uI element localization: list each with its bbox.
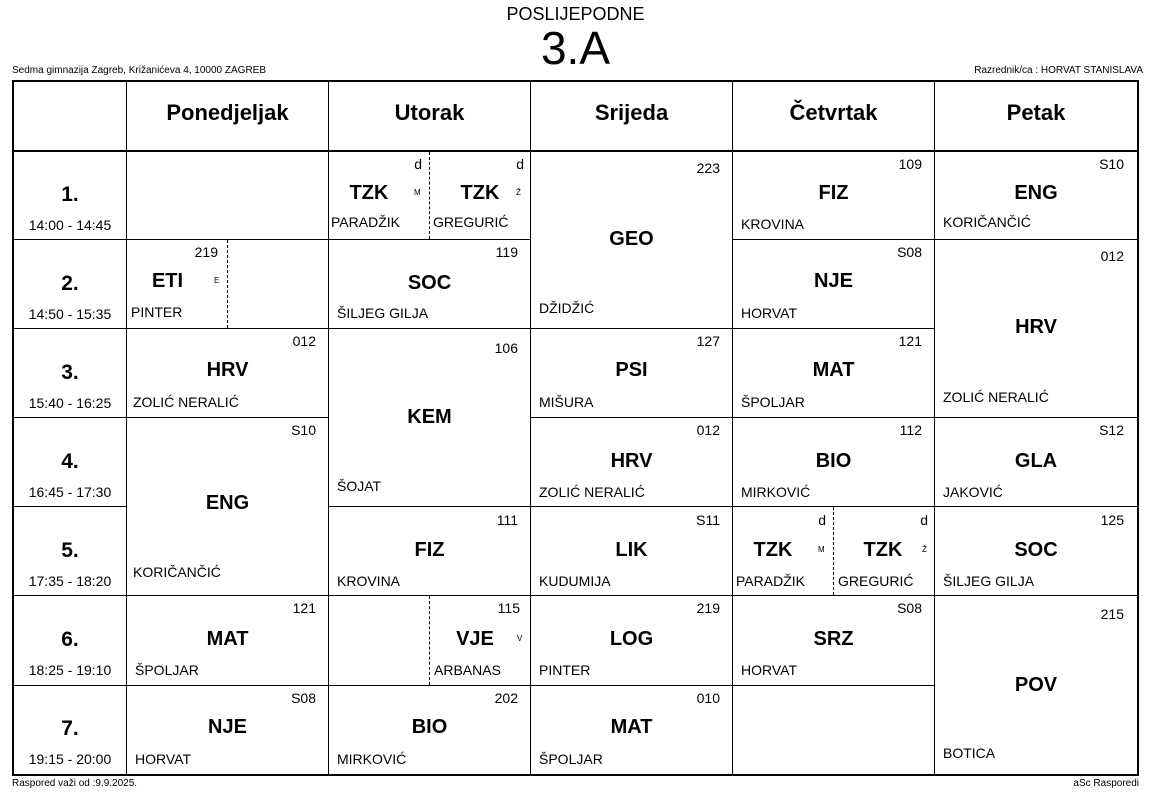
room-label: S08	[897, 600, 922, 616]
period-time: 16:45 - 17:30	[28, 484, 112, 500]
subject-label: NJE	[814, 270, 853, 292]
room-label: 012	[696, 422, 720, 438]
room-label: S10	[291, 422, 316, 438]
homeroom-teacher: Razrednik/ca : HORVAT STANISLAVA	[974, 65, 1143, 76]
teacher-label: KORIČANČIĆ	[133, 564, 221, 580]
period-number: 2.	[61, 272, 79, 295]
subject-label: GLA	[1014, 450, 1058, 472]
subject-label: SRZ	[813, 628, 854, 650]
valid-from-note: Raspored važi od :9.9.2025.	[12, 778, 138, 789]
room-label: 012	[292, 333, 316, 349]
teacher-label: PINTER	[539, 662, 591, 678]
subject-label: PSI	[615, 359, 648, 381]
period-time: 14:50 - 15:35	[28, 306, 112, 322]
teacher-label: PARADŽIK	[331, 214, 400, 230]
teacher-label: KROVINA	[337, 573, 401, 589]
teacher-label: ŠPOLJAR	[741, 394, 805, 410]
subject-label: HRV	[206, 359, 249, 381]
subject-label: HRV	[1015, 316, 1057, 338]
subject-label: SOC	[1014, 539, 1058, 561]
subject-label: NJE	[208, 716, 247, 738]
school-address: Sedma gimnazija Zagreb, Križanićeva 4, 10000 ZAGREB	[12, 65, 267, 76]
room-label: S08	[897, 244, 922, 260]
subject-label: BIO	[411, 716, 448, 738]
room-label: 115	[497, 600, 520, 616]
teacher-label: HORVAT	[741, 305, 798, 321]
period-number: 4.	[61, 450, 79, 473]
room-label: 111	[496, 512, 518, 528]
teacher-label: MIRKOVIĆ	[337, 751, 407, 767]
room-label: 127	[696, 333, 720, 349]
room-label: d	[818, 512, 826, 528]
subject-label: TZK	[753, 539, 793, 561]
room-label: d	[516, 156, 524, 172]
subject-label: MAT	[812, 359, 855, 381]
period-time: 17:35 - 18:20	[28, 573, 112, 589]
teacher-label: PINTER	[131, 304, 183, 320]
day-header-monday: Ponedjeljak	[166, 100, 289, 125]
teacher-label: ŠILJEG GILJA	[337, 305, 429, 321]
room-label: S11	[696, 512, 720, 528]
period-number: 7.	[61, 717, 79, 740]
room-label: 010	[696, 690, 720, 706]
room-label: 202	[494, 690, 518, 706]
class-title: 3.A	[540, 22, 611, 74]
period-number: 5.	[61, 539, 79, 562]
period-time: 15:40 - 16:25	[28, 395, 112, 411]
subject-label: HRV	[610, 450, 653, 472]
subject-label: BIO	[815, 450, 852, 472]
room-label: d	[414, 156, 422, 172]
teacher-label: JAKOVIĆ	[943, 484, 1003, 500]
room-label: 125	[1100, 512, 1124, 528]
teacher-label: ARBANAS	[434, 662, 501, 678]
room-label: 119	[495, 244, 518, 260]
subject-label: LOG	[609, 628, 654, 650]
group-label: M	[818, 545, 825, 554]
teacher-label: KORIČANČIĆ	[943, 214, 1031, 230]
room-label: 121	[898, 333, 922, 349]
subject-label: TZK	[863, 539, 903, 561]
subject-label: MAT	[610, 716, 653, 738]
teacher-label: ŠOJAT	[337, 478, 382, 494]
period-number: 1.	[61, 183, 79, 206]
group-label: Ž	[516, 188, 521, 197]
period-time: 18:25 - 19:10	[28, 662, 112, 678]
subject-label: LIK	[615, 539, 648, 561]
teacher-label: PARADŽIK	[736, 573, 805, 589]
subject-label: FIZ	[818, 182, 849, 204]
room-label: 215	[1100, 606, 1124, 622]
subject-label: SOC	[407, 272, 452, 294]
period-time: 19:15 - 20:00	[28, 751, 112, 767]
software-credit: aSc Rasporedi	[1073, 778, 1139, 789]
room-label: S12	[1099, 422, 1124, 438]
period-number: 6.	[61, 628, 79, 651]
room-label: 109	[898, 156, 922, 172]
room-label: 121	[292, 600, 316, 616]
room-label: d	[920, 512, 928, 528]
room-label: S10	[1099, 156, 1124, 172]
subject-label: ETI	[151, 270, 184, 292]
day-header-wednesday: Srijeda	[594, 100, 669, 125]
subject-label: ENG	[1014, 182, 1058, 204]
subject-label: FIZ	[414, 539, 445, 561]
day-header-tuesday: Utorak	[394, 100, 465, 125]
subject-label: POV	[1014, 674, 1058, 696]
teacher-label: GREGURIĆ	[838, 573, 914, 589]
subject-label: GEO	[609, 228, 654, 250]
day-header-friday: Petak	[1006, 100, 1066, 125]
subject-label: VJE	[456, 628, 494, 650]
group-label: E	[214, 276, 220, 285]
teacher-label: HORVAT	[741, 662, 798, 678]
teacher-label: KUDUMIJA	[539, 573, 611, 589]
subject-label: KEM	[407, 406, 452, 428]
room-label: 106	[494, 340, 518, 356]
group-label: V	[517, 634, 523, 643]
group-label: M	[414, 188, 421, 197]
room-label: 223	[696, 160, 720, 176]
subject-label: MAT	[206, 628, 249, 650]
teacher-label: GREGURIĆ	[433, 214, 509, 230]
teacher-label: BOTICA	[943, 745, 996, 761]
group-label: Ž	[922, 545, 927, 554]
room-label: S08	[291, 690, 316, 706]
room-label: 219	[194, 244, 218, 260]
teacher-label: ZOLIĆ NERALIĆ	[133, 394, 239, 410]
teacher-label: KROVINA	[741, 216, 805, 232]
period-number: 3.	[61, 361, 79, 384]
subject-label: ENG	[205, 492, 250, 514]
subject-label: TZK	[460, 182, 500, 204]
teacher-label: ŠPOLJAR	[539, 751, 603, 767]
teacher-label: HORVAT	[135, 751, 192, 767]
period-time: 14:00 - 14:45	[28, 217, 112, 233]
teacher-label: ŠILJEG GILJA	[943, 573, 1035, 589]
teacher-label: MIRKOVIĆ	[741, 484, 811, 500]
subject-label: TZK	[349, 182, 389, 204]
room-label: 219	[696, 600, 720, 616]
teacher-label: DŽIDŽIĆ	[539, 300, 595, 316]
teacher-label: ŠPOLJAR	[135, 662, 199, 678]
teacher-label: MIŠURA	[539, 394, 594, 410]
room-label: 012	[1100, 248, 1124, 264]
session-label: POSLIJEPODNE	[506, 4, 645, 24]
day-header-thursday: Četvrtak	[789, 100, 878, 125]
teacher-label: ZOLIĆ NERALIĆ	[943, 389, 1049, 405]
teacher-label: ZOLIĆ NERALIĆ	[539, 484, 645, 500]
room-label: 112	[899, 422, 922, 438]
